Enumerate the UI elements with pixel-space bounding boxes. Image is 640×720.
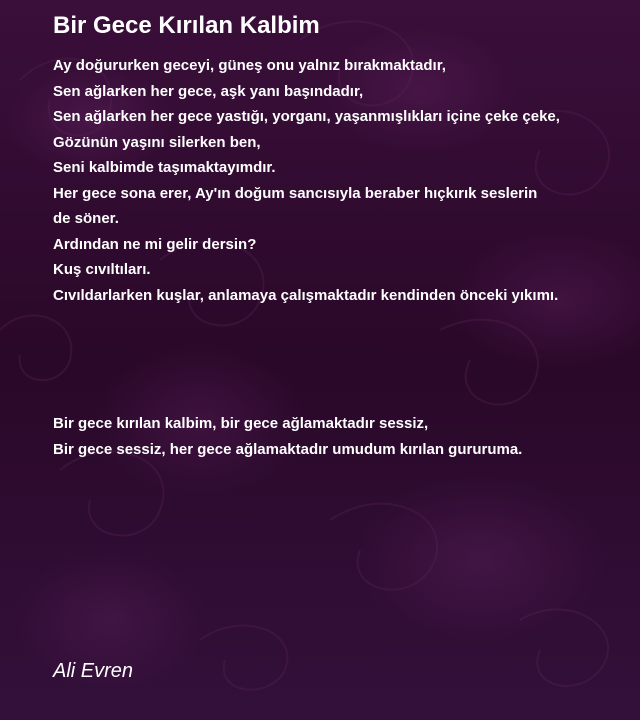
poem-line: Her gece sona erer, Ay'ın doğum sancısıyla beraber hıçkırık seslerin bbox=[53, 184, 538, 202]
poem-line: Cıvıldarlarken kuşlar, anlamaya çalışmaktadır kendinden önceki yıkımı. bbox=[53, 286, 559, 304]
poem-stanza-2 bbox=[53, 411, 522, 462]
poem-line: Kuş cıvıltıları. bbox=[53, 261, 151, 278]
poem-line: Gözünün yaşını silerken ben, bbox=[53, 133, 261, 151]
poem-line: Ay doğururken geceyi, güneş onu yalnız bırakmaktadır, bbox=[53, 57, 446, 74]
poem-line: Ardından ne mi gelir dersin? bbox=[53, 235, 257, 253]
poem-line: Bir gece sessiz, her gece ağlamaktadır umudum kırılan gururuma. bbox=[53, 440, 523, 458]
poem-line: Bir gece kırılan kalbim, bir gece ağlamaktadır sessiz, bbox=[53, 415, 429, 432]
poem-line: Seni kalbimde taşımaktayımdır. bbox=[53, 159, 276, 176]
poem-line: de söner. bbox=[53, 210, 119, 227]
poem-stanza-1 bbox=[53, 53, 560, 308]
poem-line: Sen ağlarken her gece yastığı, yorganı, yaşanmışlıkları içine çeke çeke, bbox=[53, 108, 560, 125]
poem-title: Bir Gece Kırılan Kalbim bbox=[53, 12, 320, 39]
poem-author: Ali Evren bbox=[53, 660, 134, 682]
poem-line: Sen ağlarken her gece, aşk yanı başındadır, bbox=[53, 82, 364, 100]
